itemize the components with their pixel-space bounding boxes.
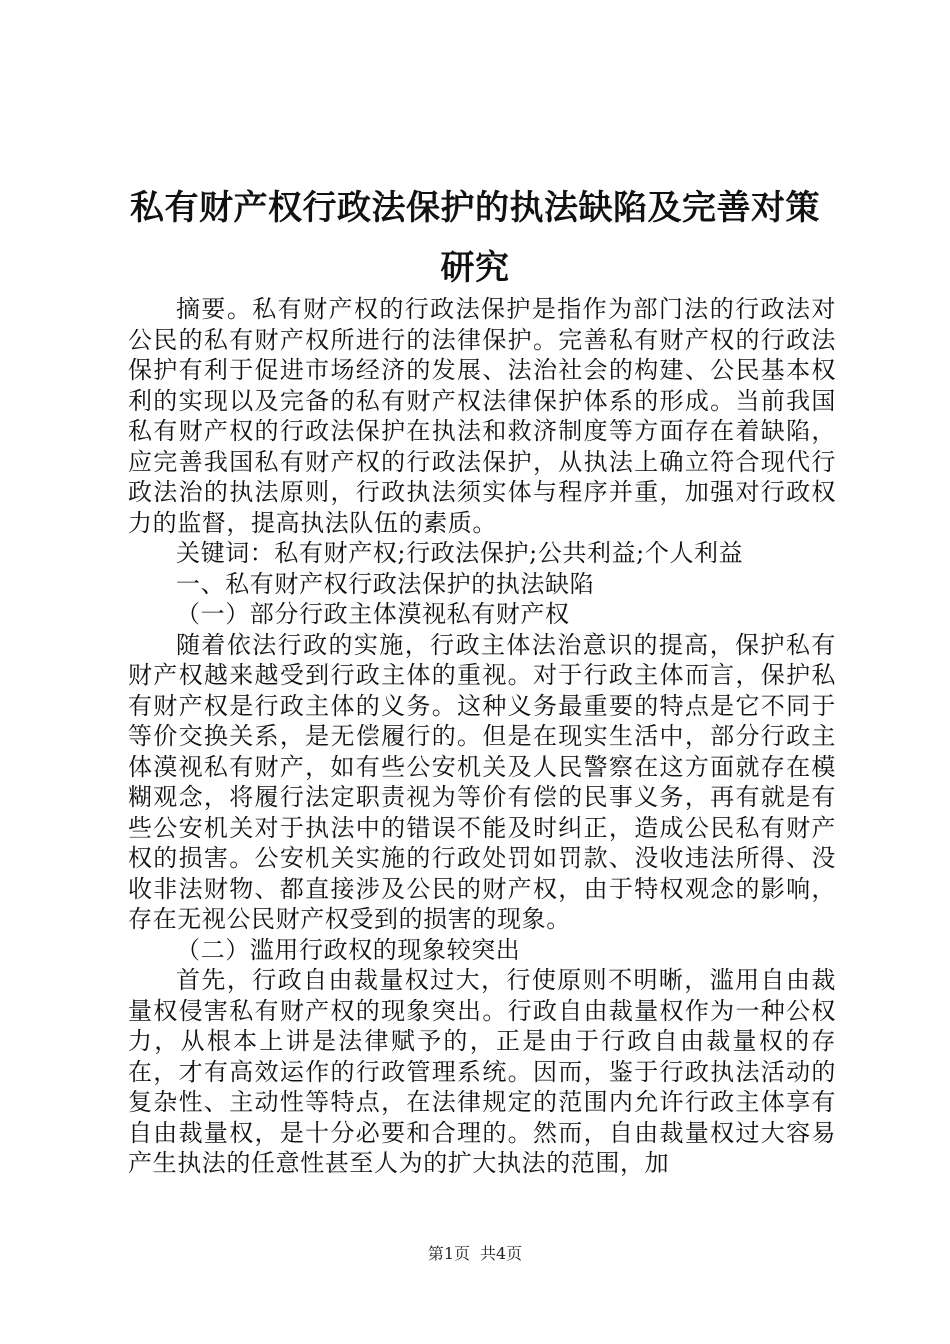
keywords-line: 关键词：私有财产权;行政法保护;公共利益;个人利益 <box>176 539 744 567</box>
page-footer <box>0 1244 950 1264</box>
section-heading-1: 一、私有财产权行政法保护的执法缺陷 <box>176 569 595 598</box>
subsection-heading-2: （二）滥用行政权的现象较突出 <box>176 935 521 964</box>
title-line-2: 研究 <box>440 248 510 288</box>
abstract-paragraph: 摘要。私有财产权的行政法保护是指作为部门法的行政法对公民的私有财产权所进行的法律保护。完善私有财产权的行政法保护有利于促进市场经济的发展、法治社会的构建、公民基本权利的实现以及完备的私有财产权法律保护体系的形成。当前我国私有财产权的行政法保护在执法和救济制度等方面存在着缺陷，应完善我国私有财产权的行政法保护，从执法上确立符合现代行政法治的执法原则，行政执法须实体与程序并重，加强对行政权力的监督，提高执法队伍的素质。 <box>128 295 836 537</box>
page-number: 第1页 <box>427 1244 470 1263</box>
document-title <box>110 178 840 298</box>
page-total: 共4页 <box>480 1244 523 1263</box>
title-line-1: 私有财产权行政法保护的执法缺陷及完善对策 <box>130 188 820 228</box>
document-body <box>128 294 836 1179</box>
subsection-1-paragraph: 随着依法行政的实施，行政主体法治意识的提高，保护私有财产权越来越受到行政主体的重视。对于行政主体而言，保护私有财产权是行政主体的义务。这种义务最重要的特点是它不同于等价交换关系，是无偿履行的。但是在现实生活中，部分行政主体漠视私有财产，如有些公安机关及人民警察在这方面就存在模糊观念，将履行法定职责视为等价有偿的民事义务，再有就是有些公安机关对于执法中的错误不能及时纠正，造成公民私有财产权的损害。公安机关实施的行政处罚如罚款、没收违法所得、没收非法财物、都直接涉及公民的财产权，由于特权观念的影响，存在无视公民财产权受到的损害的现象。 <box>128 630 836 933</box>
subsection-heading-1: （一）部分行政主体漠视私有财产权 <box>176 600 570 628</box>
subsection-2-paragraph: 首先，行政自由裁量权过大，行使原则不明晰，滥用自由裁量权侵害私有财产权的现象突出。行政自由裁量权作为一种公权力，从根本上讲是法律赋予的，正是由于行政自由裁量权的存在，才有高效运作的行政管理系统。因而，鉴于行政执法活动的复杂性、主动性等特点，在法律规定的范围内允许行政主体享有自由裁量权，是十分必要和合理的。然而，自由裁量权过大容易产生执法的任意性甚至人为的扩大执法的范围，加 <box>128 966 836 1177</box>
